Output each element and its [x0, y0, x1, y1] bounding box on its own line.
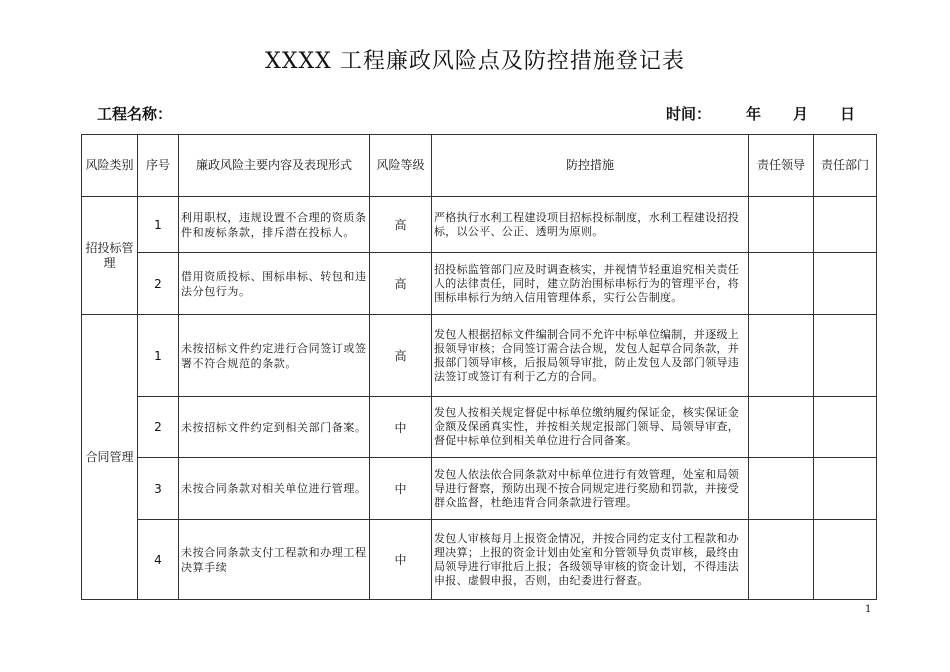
risk-content: 未按招标文件约定进行合同签订或签署不符合规范的条款。: [179, 315, 370, 397]
row-number: 1: [138, 315, 179, 397]
risk-content: 未按合同条款对相关单位进行管理。: [179, 458, 370, 520]
department-cell: [814, 520, 877, 600]
header-department: 责任部门: [814, 135, 877, 197]
table-row: [82, 315, 877, 397]
risk-content: 借用资质投标、围标串标、转包和违法分包行为。: [179, 253, 370, 315]
table-row: [82, 520, 877, 600]
risk-content: 未按招标文件约定到相关部门备案。: [179, 397, 370, 458]
risk-register-table: [81, 134, 877, 600]
risk-level: 高: [370, 197, 432, 253]
risk-content: 未按合同条款支付工程款和办理工程决算手续: [179, 520, 370, 600]
table-header-row: [82, 135, 877, 197]
leader-cell: [749, 315, 814, 397]
header-level: 风险等级: [370, 135, 432, 197]
department-cell: [814, 197, 877, 253]
document-title: XXXX 工程廉政风险点及防控措施登记表: [265, 49, 685, 74]
table-row: [82, 397, 877, 458]
control-measures: 严格执行水利工程建设项目招标投标制度，水利工程建设招投标，以公平、公正、透明为原则。: [432, 197, 749, 253]
month-label: 月: [793, 105, 809, 123]
day-label: 日: [840, 105, 856, 123]
category-cell: 合同管理: [82, 315, 138, 600]
risk-level: 中: [370, 458, 432, 520]
row-number: 4: [138, 520, 179, 600]
leader-cell: [749, 253, 814, 315]
project-name-label: 工程名称：: [97, 105, 173, 123]
risk-level: 高: [370, 253, 432, 315]
table-row: [82, 458, 877, 520]
risk-level: 中: [370, 520, 432, 600]
time-label: 时间：: [666, 105, 712, 123]
department-cell: [814, 315, 877, 397]
category-cell: 招投标管理: [82, 197, 138, 315]
table-row: [82, 253, 877, 315]
table-row: [82, 197, 877, 253]
header-content: 廉政风险主要内容及表现形式: [179, 135, 370, 197]
department-cell: [814, 397, 877, 458]
risk-level: 高: [370, 315, 432, 397]
header-measures: 防控措施: [432, 135, 749, 197]
leader-cell: [749, 397, 814, 458]
control-measures: 发包人按相关规定督促中标单位缴纳履约保证金，核实保证金金额及保函真实性，并按相关规定报部门领导、局领导审查，督促中标单位到相关单位进行合同备案。: [432, 397, 749, 458]
control-measures: 发包人依法依合同条款对中标单位进行有效管理，处室和局领导进行督察，预防出现不按合同规定进行奖励和罚款，并接受群众监督，杜绝违背合同条款进行管理。: [432, 458, 749, 520]
control-measures: 发包人根据招标文件编制合同不允许中标单位编制，并逐级上报领导审核；合同签订需合法合规，发包人起草合同条款，并报部门领导审核，后报局领导审批，防止发包人及部门领导违法签订或签订有利于乙方的合同。: [432, 315, 749, 397]
row-number: 3: [138, 458, 179, 520]
leader-cell: [749, 458, 814, 520]
page-number: 1: [865, 604, 872, 615]
risk-content: 利用职权，违规设置不合理的资质条件和废标条款，排斥潜在投标人。: [179, 197, 370, 253]
leader-cell: [749, 520, 814, 600]
row-number: 1: [138, 197, 179, 253]
control-measures: 发包人审核每月上报资金情况，并按合同约定支付工程款和办理决算；上报的资金计划由处室和分管领导负责审核，最终由局领导进行审批后上报；各级领导审核的资金计划，不得违法申报、虚假申报，否则，由纪委进行督查。: [432, 520, 749, 600]
header-number: 序号: [138, 135, 179, 197]
header-leader: 责任领导: [749, 135, 814, 197]
year-label: 年: [746, 105, 762, 123]
department-cell: [814, 253, 877, 315]
row-number: 2: [138, 253, 179, 315]
control-measures: 招投标监管部门应及时调查核实，并视情节轻重追究相关责任人的法律责任，同时，建立防治围标串标行为的管理平台，将围标串标行为纳入信用管理体系，实行公告制度。: [432, 253, 749, 315]
risk-level: 中: [370, 397, 432, 458]
leader-cell: [749, 197, 814, 253]
row-number: 2: [138, 397, 179, 458]
department-cell: [814, 458, 877, 520]
header-category: 风险类别: [82, 135, 138, 197]
